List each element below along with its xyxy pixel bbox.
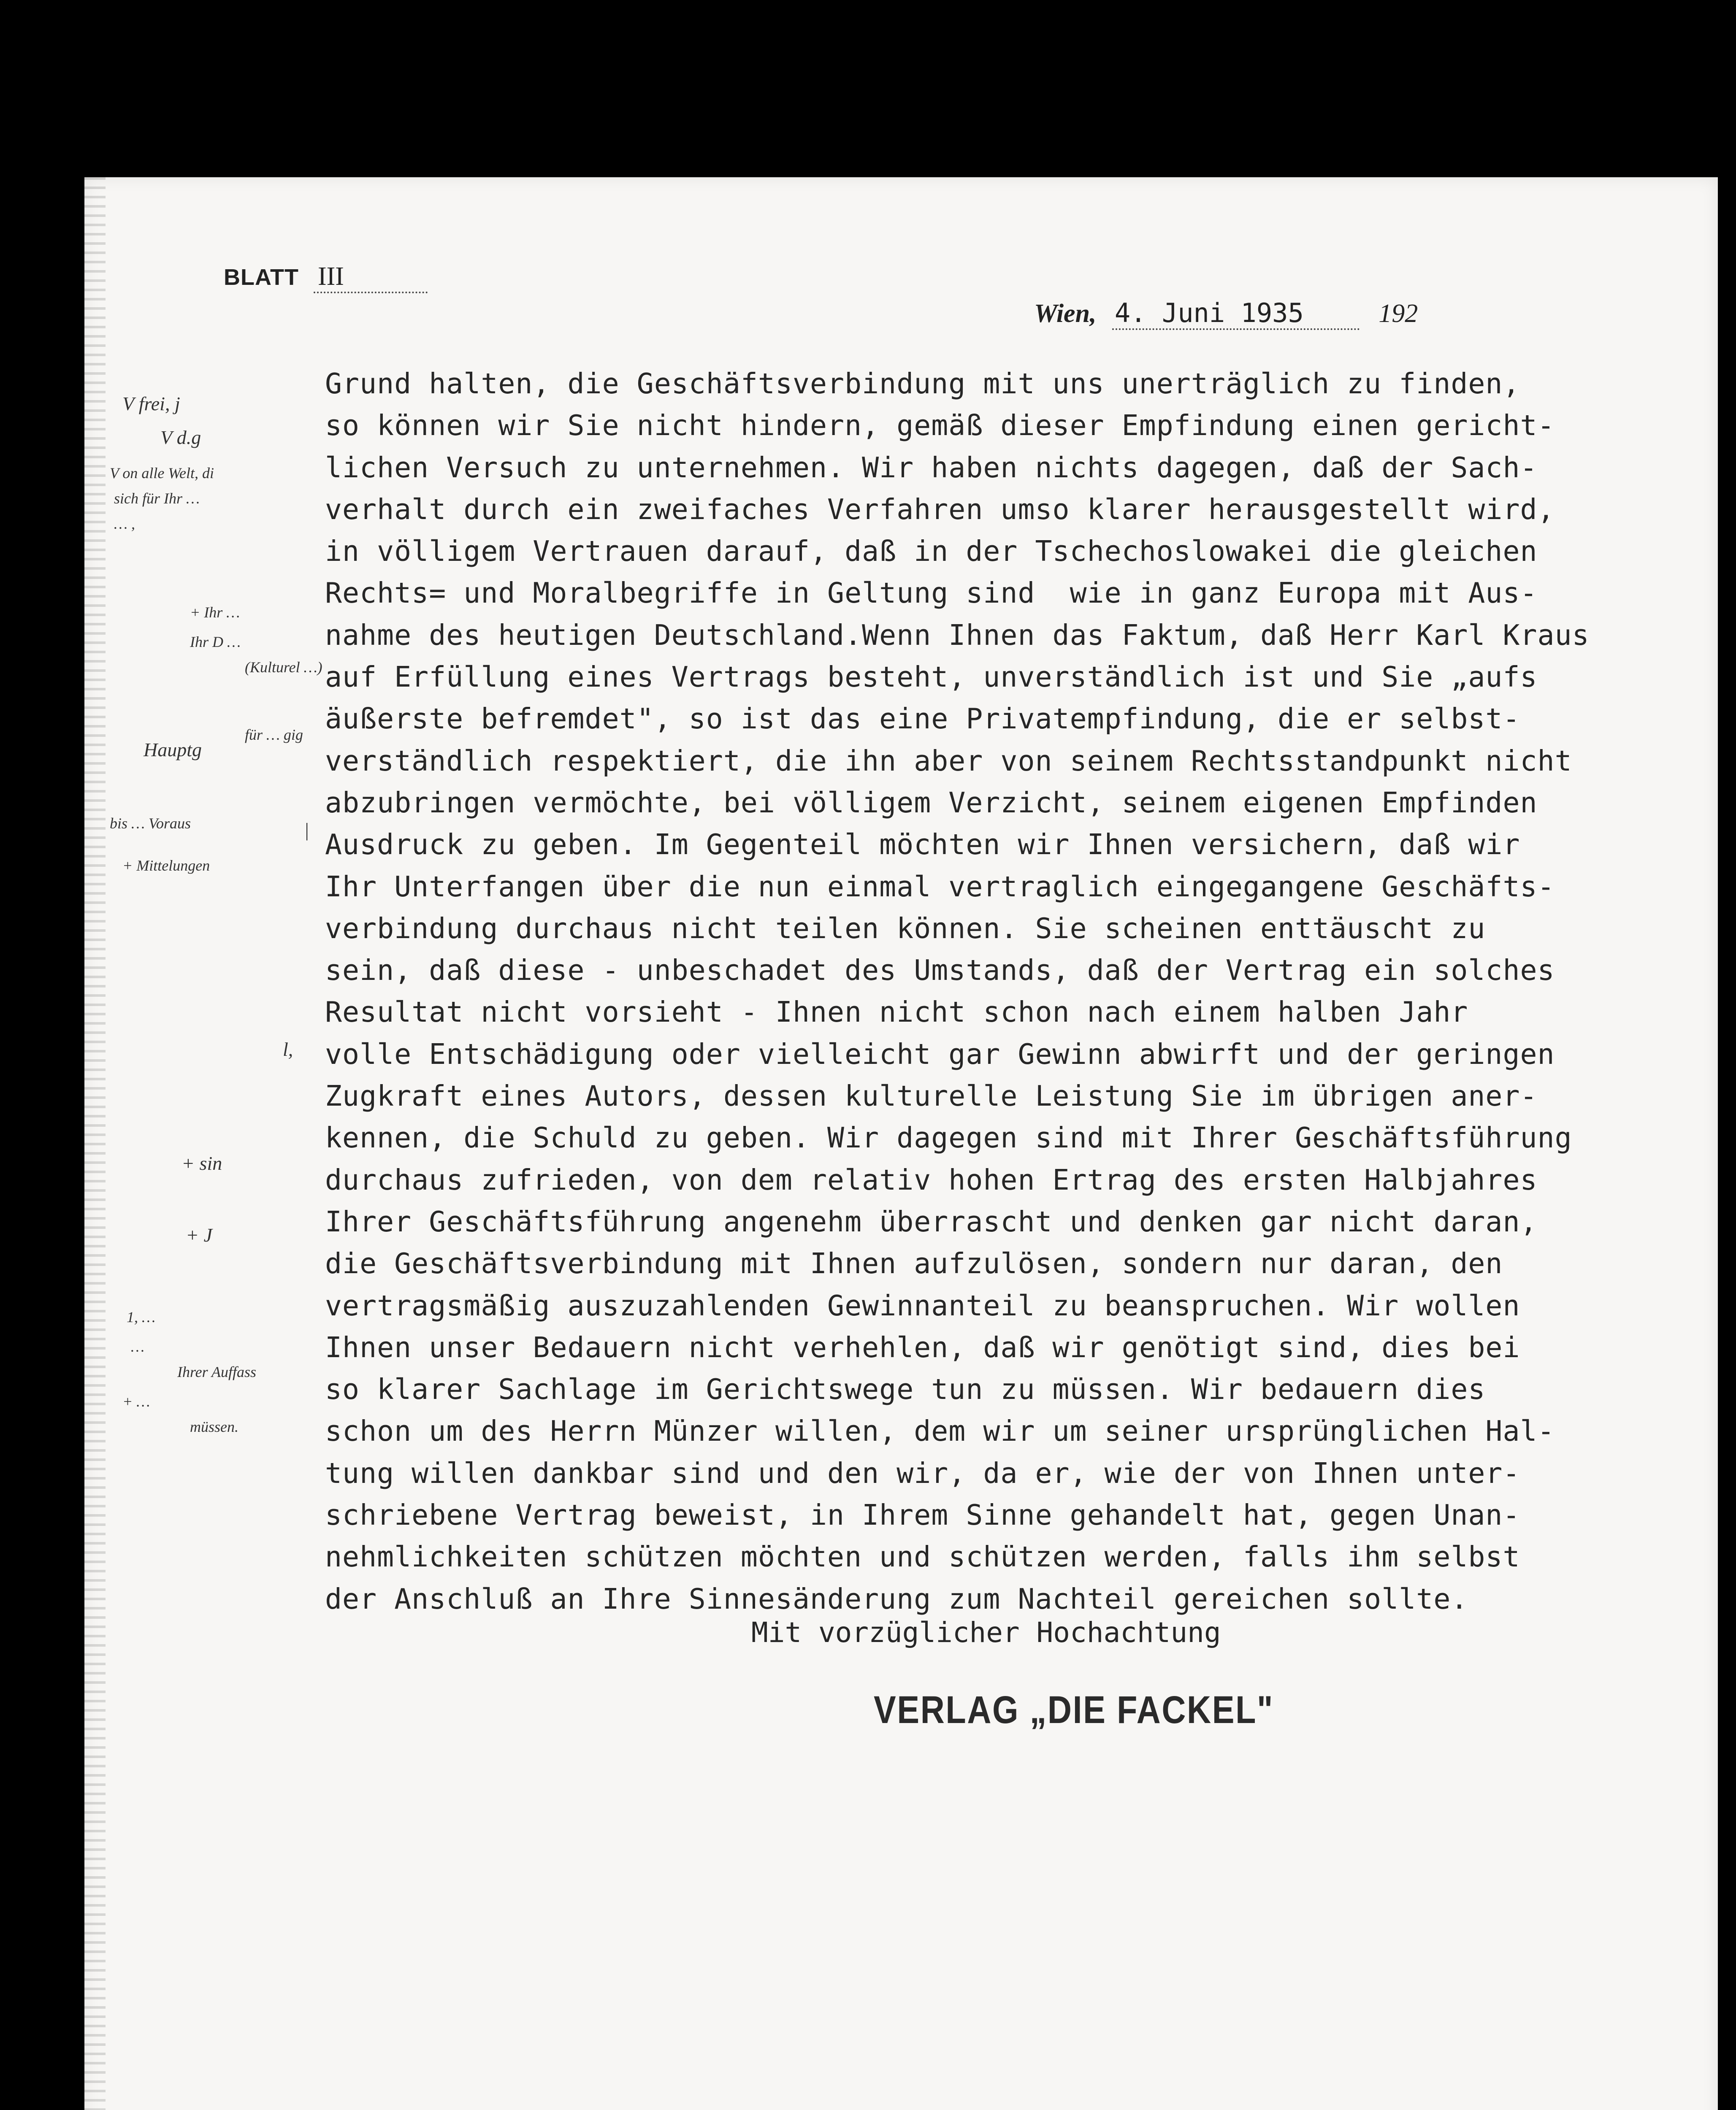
- letter-line: Rechts= und Moralbegriffe in Geltung sind wie in ganz Europa mit Aus-: [325, 576, 1538, 610]
- letter-line: verbindung durchaus nicht teilen können. Sie scheinen enttäuscht zu: [325, 912, 1486, 945]
- date: 4. Juni 1935: [1112, 298, 1360, 330]
- handwritten-margin-note: … ,: [114, 515, 135, 532]
- handwritten-margin-note: …: [131, 1338, 145, 1355]
- letter-line: so können wir Sie nicht hindern, gemäß dieser Empfindung einen gericht-: [325, 409, 1555, 442]
- letter-line: verständlich respektiert, die ihn aber von seinem Rechtsstandpunkt nicht: [325, 744, 1572, 777]
- margin-annotations: [84, 177, 1718, 2110]
- handwritten-margin-note: Ihrer Auffass: [177, 1363, 257, 1380]
- letter-line: durchaus zufrieden, von dem relativ hohen Ertrag des ersten Halbjahres: [325, 1163, 1538, 1196]
- letter-line: Ihr Unterfangen über die nun einmal vertraglich eingegangene Geschäfts-: [325, 870, 1555, 903]
- handwritten-margin-note: 1, …: [127, 1309, 156, 1326]
- handwritten-margin-note: müssen.: [190, 1418, 238, 1435]
- letter-line: der Anschluß an Ihre Sinnesänderung zum Nachteil gereichen sollte.: [325, 1582, 1468, 1615]
- handwritten-margin-note: bis … Voraus: [110, 815, 191, 832]
- letter-line: Resultat nicht vorsieht - Ihnen nicht schon nach einem halben Jahr: [325, 995, 1468, 1029]
- letter-line: Zugkraft eines Autors, dessen kulturelle Leistung Sie im übrigen aner-: [325, 1079, 1538, 1113]
- letter-line: tung willen dankbar sind und den wir, da er, wie der von Ihnen unter-: [325, 1456, 1520, 1490]
- letter-line: die Geschäftsverbindung mit Ihnen aufzulösen, sondern nur daran, den: [325, 1247, 1503, 1280]
- blatt-number: III: [314, 262, 428, 293]
- handwritten-margin-note: + …: [122, 1393, 150, 1410]
- document-sheet: [84, 177, 1718, 2110]
- handwritten-margin-note: + Mittelungen: [122, 857, 210, 874]
- place: Wien,: [1034, 299, 1097, 328]
- letter-line: vertragsmäßig auszuzahlenden Gewinnanteil zu beanspruchen. Wir wollen: [325, 1289, 1520, 1322]
- letter-line: schriebene Vertrag beweist, in Ihrem Sinne gehandelt hat, gegen Unan-: [325, 1499, 1520, 1532]
- letter-line: Grund halten, die Geschäftsverbindung mit uns unerträglich zu finden,: [325, 367, 1520, 400]
- handwritten-margin-note: + J: [186, 1224, 212, 1246]
- handwritten-margin-note: V frei, j: [122, 393, 180, 414]
- letter-line: Ihnen unser Bedauern nicht verhehlen, daß wir genötigt sind, dies bei: [325, 1331, 1520, 1364]
- letter-line: sein, daß diese - unbeschadet des Umstands, daß der Vertrag ein solches: [325, 954, 1555, 987]
- handwritten-margin-note: (Kulturel …): [245, 659, 322, 676]
- year-prefix: 192: [1379, 299, 1418, 328]
- handwritten-margin-note: |: [304, 819, 309, 841]
- handwritten-margin-note: V d.g: [160, 427, 201, 448]
- letter-line: in völligem Vertrauen darauf, daß in der Tschechoslowakei die gleichen: [325, 535, 1538, 568]
- handwritten-margin-note: sich für Ihr …: [114, 490, 200, 507]
- letter-line: kennen, die Schuld zu geben. Wir dagegen sind mit Ihrer Geschäftsführung: [325, 1121, 1572, 1155]
- letter-line: schon um des Herrn Münzer willen, dem wir um seiner ursprünglichen Hal-: [325, 1415, 1555, 1448]
- closing-salutation: Mit vorzüglicher Hochachtung: [751, 1616, 1221, 1649]
- handwritten-margin-note: Hauptg: [144, 739, 202, 760]
- letter-line: verhalt durch ein zweifaches Verfahren umso klarer herausgestellt wird,: [325, 492, 1555, 526]
- letter-line: so klarer Sachlage im Gerichtswege tun zu müssen. Wir bedauern dies: [325, 1373, 1486, 1406]
- letter-line: Ihrer Geschäftsführung angenehm überrascht und denken gar nicht daran,: [325, 1205, 1538, 1238]
- handwritten-margin-note: V on alle Welt, di: [110, 465, 214, 482]
- letter-line: Ausdruck zu geben. Im Gegenteil möchten wir Ihnen versichern, daß wir: [325, 828, 1520, 861]
- letter-line: abzubringen vermöchte, bei völligem Verzicht, seinem eigenen Empfinden: [325, 786, 1538, 819]
- handwritten-margin-note: l,: [283, 1039, 293, 1060]
- blatt-label: BLATT: [224, 265, 299, 290]
- letter-line: nahme des heutigen Deutschland.Wenn Ihnen das Faktum, daß Herr Karl Kraus: [325, 618, 1590, 652]
- letter-line: volle Entschädigung oder vielleicht gar Gewinn abwirft und der geringen: [325, 1037, 1555, 1071]
- handwritten-margin-note: Ihr D …: [190, 633, 241, 650]
- letter-line: nehmlichkeiten schützen möchten und schützen werden, falls ihm selbst: [325, 1540, 1520, 1574]
- letter-line: auf Erfüllung eines Vertrags besteht, unverständlich ist und Sie „aufs: [325, 660, 1538, 694]
- handwritten-margin-note: + sin: [181, 1152, 222, 1174]
- handwritten-margin-note: + Ihr …: [190, 604, 240, 621]
- handwritten-margin-note: für … gig: [245, 726, 303, 743]
- letter-line: äußerste befremdet", so ist das eine Privatempfindung, die er selbst-: [325, 702, 1520, 736]
- letter-line: lichen Versuch zu unternehmen. Wir haben nichts dagegen, daß der Sach-: [325, 451, 1538, 484]
- publisher-stamp: VERLAG „DIE FACKEL": [874, 1688, 1274, 1731]
